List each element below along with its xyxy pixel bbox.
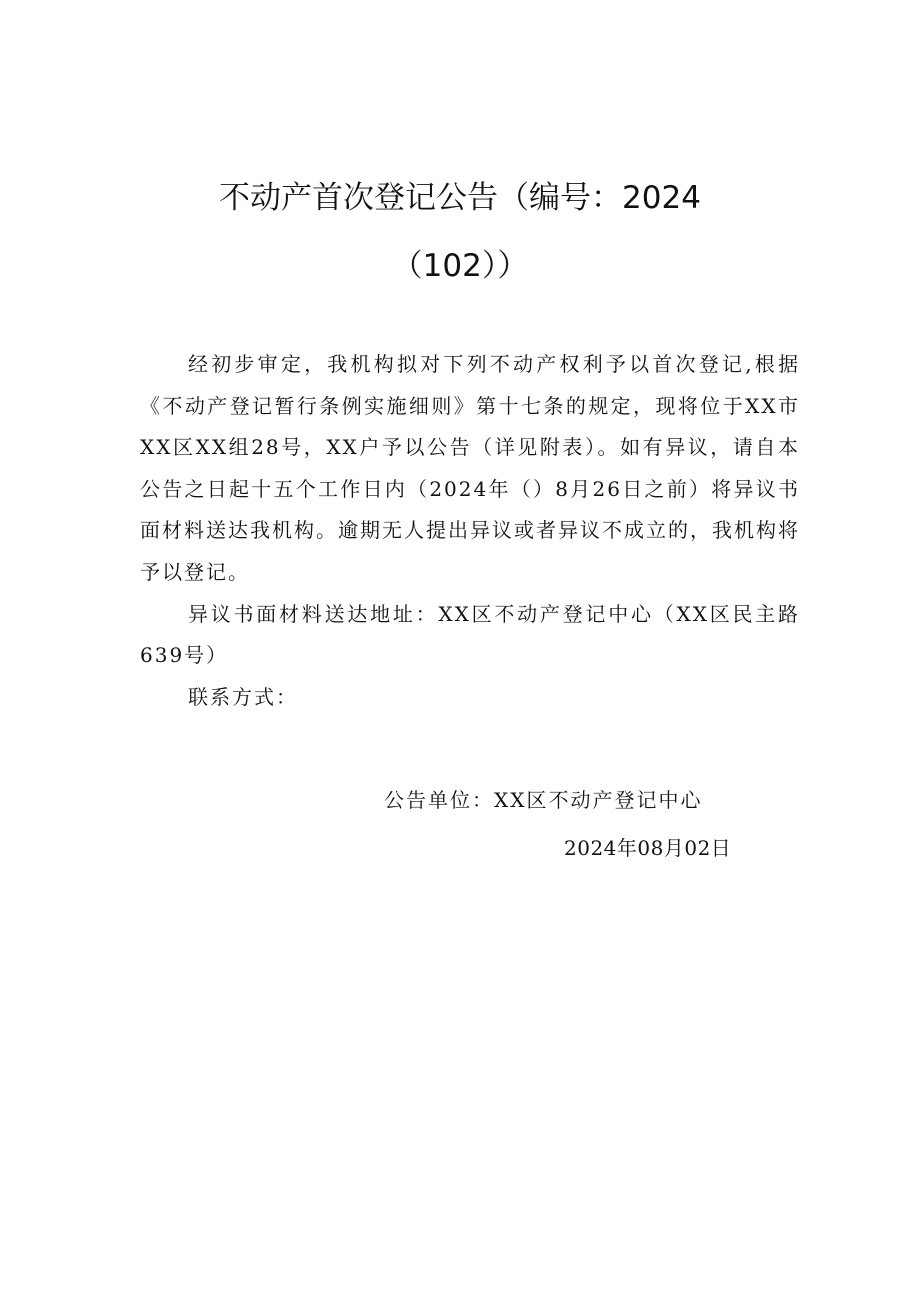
notice-body bbox=[140, 344, 800, 718]
notice-paragraph-contact: 联系方式： bbox=[188, 684, 298, 709]
notice-paragraph-address: 异议书面材料送达地址：XX区不动产登记中心（XX区民主路639号） bbox=[140, 601, 800, 668]
notice-signer: 公告单位：XX区不动产登记中心 bbox=[384, 788, 703, 812]
notice-date: 2024年08月02日 bbox=[564, 836, 732, 860]
notice-paragraph-main: 经初步审定，我机构拟对下列不动产权利予以首次登记,根据《不动产登记暂行条例实施细则》第十七条的规定，现将位于XX市XX区XX组28号，XX户予以公告（详见附表）。如有异议，请自本公告之日起十五个工作日内（2024年（）8月26日之前）将异议书面材料送达我机构。逾期无人提出异议或者异议不成立的，我机构将予以登记。 bbox=[140, 352, 800, 584]
notice-title-line1: 不动产首次登记公告（编号：2024 bbox=[219, 180, 701, 216]
notice-title-line2: （102）） bbox=[391, 248, 529, 284]
